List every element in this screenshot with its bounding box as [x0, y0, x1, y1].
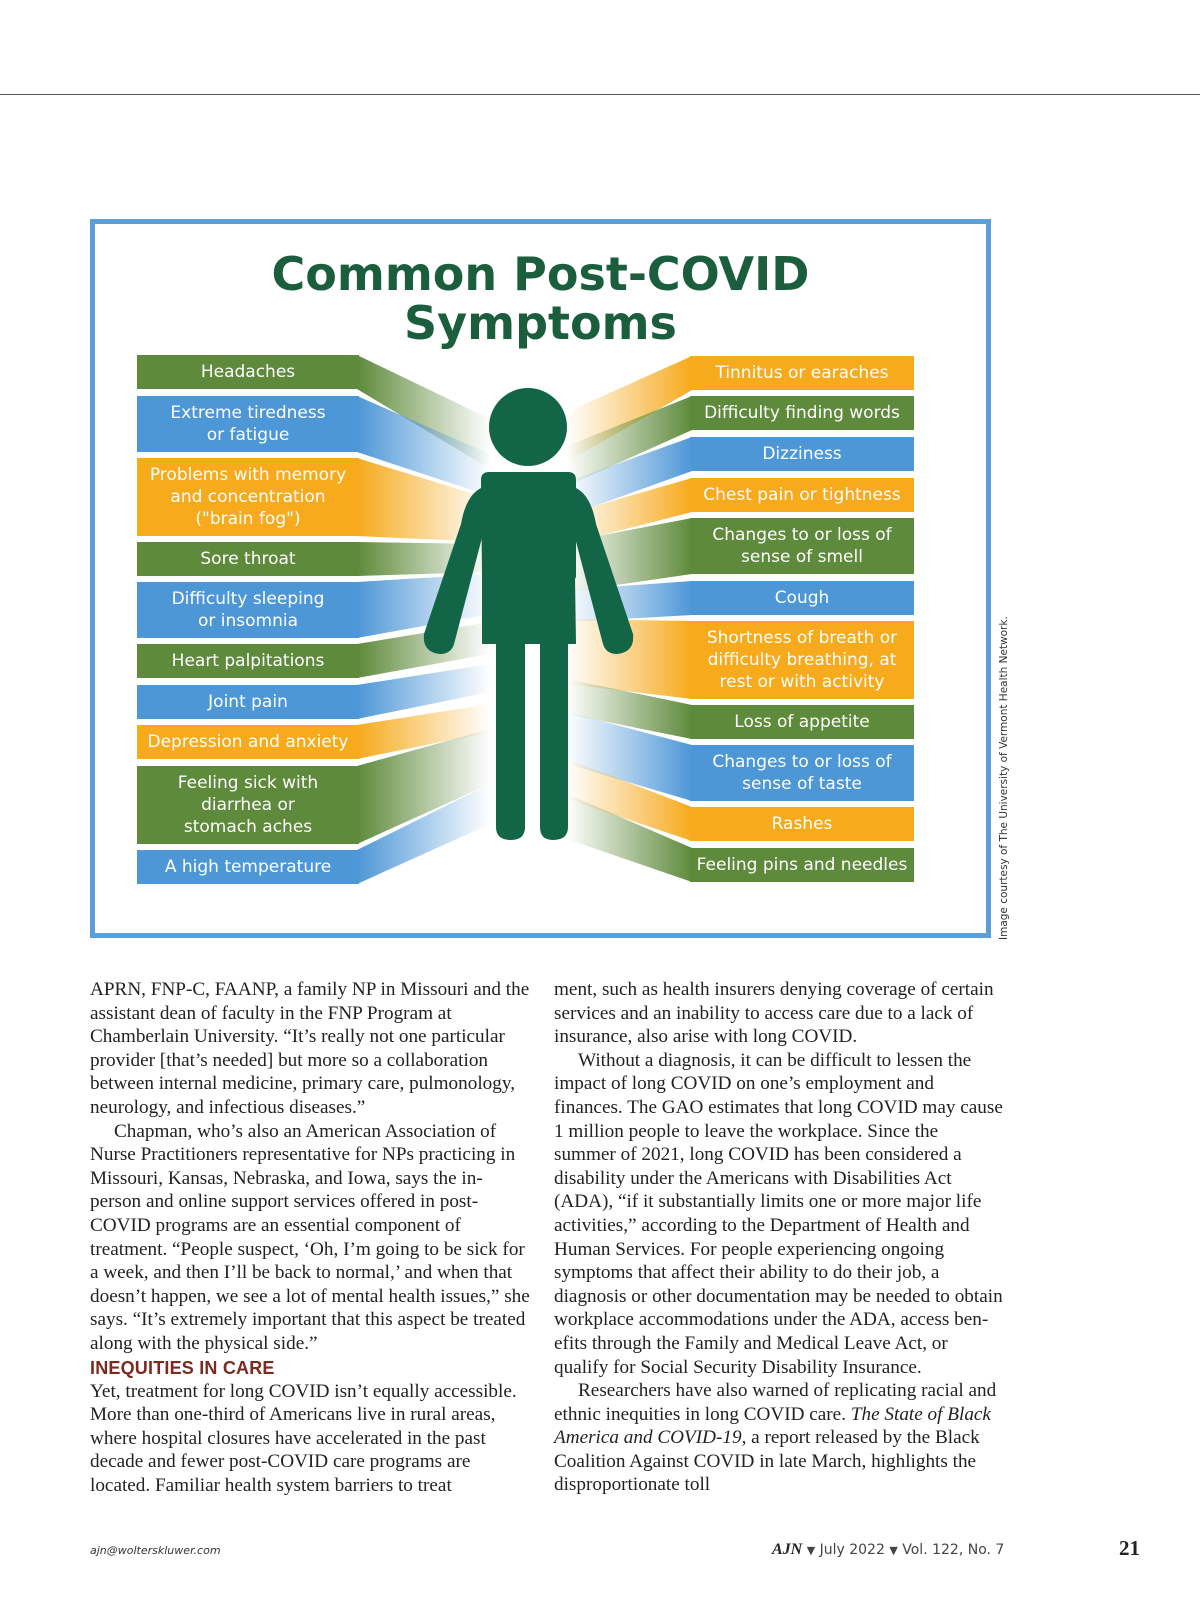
right-symptom-3: Dizziness	[690, 437, 914, 471]
right-symptom-1: Tinnitus or earaches	[690, 356, 914, 390]
right-symptom-5: Changes to or loss of sense of smell	[690, 518, 914, 574]
triangle-icon: ▼	[889, 1544, 898, 1557]
right-symptom-9: Changes to or loss of sense of taste	[690, 745, 914, 801]
image-credit: Image courtesy of The University of Vermont Health Network.	[998, 616, 1010, 940]
triangle-icon: ▼	[806, 1544, 816, 1557]
right-symptom-8: Loss of appetite	[690, 705, 914, 739]
journal-name: AJN	[772, 1541, 803, 1558]
right-symptom-4: Chest pain or tightness	[690, 478, 914, 512]
left-symptom-3: Problems with memory and concentration ("brain fog")	[137, 458, 359, 536]
report-title: The State of Black America and COVID-19	[554, 1403, 991, 1449]
left-symptom-2: Extreme tiredness or fatigue	[137, 396, 359, 452]
top-rule	[0, 94, 1200, 95]
paragraph-text: , a report released by the Black Coalition Against COVID in late March, highlights the disproportionate toll	[554, 1427, 980, 1496]
symptoms-infographic	[90, 219, 991, 938]
right-symptom-2: Difficulty finding words	[690, 396, 914, 430]
article-column-1	[90, 978, 530, 1497]
right-symptom-6: Cough	[690, 581, 914, 615]
left-symptom-7: Joint pain	[137, 685, 359, 719]
infographic-title-line2: Symptoms	[404, 296, 677, 350]
right-symptom-11: Feeling pins and needles	[690, 848, 914, 882]
left-symptom-10: A high temperature	[137, 850, 359, 884]
footer-email: ajn@wolterskluwer.com	[90, 1544, 221, 1557]
issue-volume: Vol. 122, No. 7	[902, 1542, 1005, 1558]
paragraph: APRN, FNP-C, FAANP, a family NP in Missouri and the assistant dean of faculty in the FNP Program at Chamberlain University. “It’s really not one particular provider [that’s needed] but more so a collaboration between internal medicine, primary care, pulmonology, neurology, and infectious diseases.”	[90, 979, 530, 1118]
paragraph-text: Researchers have also warned of replicating racial and ethnic inequities in long COVID care.	[554, 1380, 997, 1425]
issue-date: July 2022	[819, 1542, 885, 1558]
infographic-title-line1: Common Post-COVID	[271, 247, 810, 301]
paragraph	[554, 1379, 1004, 1497]
paragraph: Chapman, who’s also an American Association of Nurse Practitioners representative for NPs practicing in Missouri, Kansas, Nebraska, and Iowa, says the in-person and online support services offered in post-COVID programs are an essential component of treatment. “People suspect, ‘Oh, I’m going to be sick for a week, and then I’ll be back to normal,’ and when that doesn’t happen, we see a lot of mental health issues,” she says. “It’s extremely important that this aspect be treated along with the physical side.”	[90, 1120, 530, 1354]
left-symptom-1: Headaches	[137, 355, 359, 389]
paragraph: Without a diagnosis, it can be difficult to lessen the impact of long COVID on one’s employment and finances. The GAO estimates that long COVID may cause 1 million people to leave the workplace. Since the summer of 2021, long COVID has been considered a disability under the Americans with Disabilities Act (ADA), “if it substantially limits one or more major life activities,” according to the Department of Health and Human Services. For people experiencing ongoing symptoms that affect their ability to do their job, a diagnosis or other documentation may be needed to obtain workplace accommodations under the ADA, access benefits through the Family and Medical Leave Act, or qualify for Social Security Disability Insurance.	[554, 1049, 1003, 1378]
section-heading: INEQUITIES IN CARE	[90, 1357, 275, 1378]
left-symptom-5: Difficulty sleeping or insomnia	[137, 582, 359, 638]
paragraph: Yet, treatment for long COVID isn’t equally accessible. More than one-third of Americans live in rural areas, where hospital closures have accelerated in the past decade and fewer post-COVID care programs are located. Familiar health system barriers to treat	[90, 1380, 517, 1496]
left-symptom-9: Feeling sick with diarrhea or stomach aches	[137, 766, 359, 844]
paragraph: ment, such as health insurers denying coverage of certain services and an inability to access care due to a lack of insurance, also arise with long COVID.	[554, 979, 994, 1048]
left-symptom-6: Heart palpitations	[137, 644, 359, 678]
right-symptom-10: Rashes	[690, 807, 914, 841]
left-symptom-8: Depression and anxiety	[137, 725, 359, 759]
right-symptom-7: Shortness of breath or difficulty breathing, at rest or with activity	[690, 621, 914, 699]
left-symptom-4: Sore throat	[137, 542, 359, 576]
article-column-2	[554, 978, 1004, 1497]
footer-journal-info	[772, 1541, 1004, 1559]
page-number: 21	[1119, 1536, 1140, 1560]
